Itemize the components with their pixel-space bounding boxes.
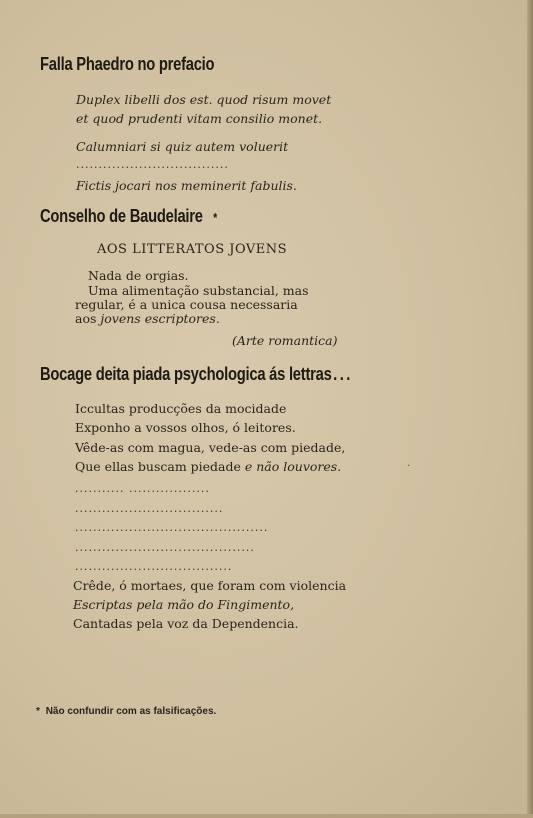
footnote xyxy=(36,706,216,717)
baudelaire-line-3: regular, é a unica cousa necessaria xyxy=(75,297,298,312)
bocage-ellipsis-line-2: ................................. xyxy=(75,502,224,515)
bocage-line-4-italic: e não louvores. xyxy=(244,459,342,474)
bocage-line-1: Iccultas producções da mocidade xyxy=(75,401,287,416)
phaedro-line-3: Calumniari si quiz autem voluerit xyxy=(76,139,289,154)
footnote-marker: * xyxy=(36,706,40,717)
bocage-closing-1: Crêde, ó mortaes, que foram com violencia xyxy=(73,578,347,593)
baudelaire-line-4-plain: aos xyxy=(75,311,97,326)
heading-baudelaire-text: Conselho de Baudelaire xyxy=(40,206,203,226)
bocage-closing-2: Escriptas pela mão do Fingimento, xyxy=(73,597,295,612)
bocage-line-3: Vêde-as com magua, vede-as com piedade, xyxy=(75,440,346,455)
heading-baudelaire xyxy=(40,206,217,227)
page-bottom-edge xyxy=(0,814,533,818)
bocage-closing-3: Cantadas pela voz da Dependencia. xyxy=(73,616,299,631)
footnote-star: * xyxy=(213,210,218,225)
phaedro-ellipsis-line: .................................. xyxy=(76,158,229,171)
baudelaire-line-4 xyxy=(75,311,220,326)
phaedro-line-4: Fictis jocari nos meminerit fabulis. xyxy=(76,178,297,193)
baudelaire-line-1: Nada de orgias. xyxy=(88,268,189,283)
bocage-line-4 xyxy=(75,459,341,474)
margin-mark: · xyxy=(407,461,411,472)
phaedro-line-2: et quod prudenti vitam consilio monet. xyxy=(76,111,323,126)
heading-phaedro: Falla Phaedro no prefacio xyxy=(40,54,215,74)
bocage-ellipsis-line-3: ........................................... xyxy=(75,521,269,534)
phaedro-line-1: Duplex libelli dos est. quod risum movet xyxy=(76,92,332,107)
bocage-line-2: Exponho a vossos olhos, ó leitores. xyxy=(75,420,296,435)
page-edge xyxy=(527,0,533,818)
bocage-ellipsis-line-4: ........................................ xyxy=(75,541,255,554)
baudelaire-source: (Arte romantica) xyxy=(232,333,338,348)
bocage-ellipsis-line-1: ........... .................. xyxy=(75,482,210,495)
bocage-ellipsis-line-5: ................................... xyxy=(75,560,233,573)
bocage-line-4-plain: Que ellas buscam piedade xyxy=(75,459,241,474)
footnote-text: Não confundir com as falsificações. xyxy=(45,706,217,717)
heading-bocage-text: Bocage deita piada psychologica ás lettras xyxy=(40,364,332,384)
baudelaire-line-2: Uma alimentação substancial, mas xyxy=(88,283,309,298)
heading-bocage xyxy=(40,364,353,385)
baudelaire-subtitle: AOS LITTERATOS JOVENS xyxy=(97,242,288,257)
baudelaire-line-4-italic: jovens escriptores. xyxy=(100,311,220,326)
heading-bocage-dots: ... xyxy=(333,364,353,384)
